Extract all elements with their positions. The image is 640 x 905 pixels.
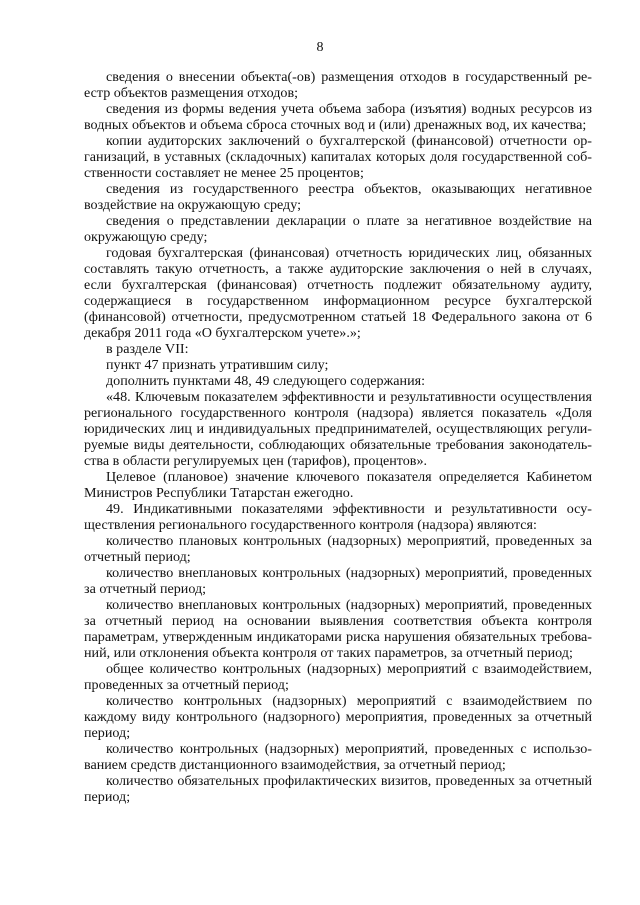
paragraph: «48. Ключевым показателем эффективности и результативности осуществления регионального государственного контроля (надзора) является показатель «Доля юридических лиц и индивидуальных предпринимателей, осуществляющих регулируемые виды деятельности, соблюдающих обязательные требования законодательства в области регулируемых цен (тарифов), процентов». — [84, 389, 592, 469]
paragraph: количество внеплановых контрольных (надзорных) мероприятий, проведенных за отчетный период; — [84, 565, 592, 597]
paragraph: 49. Индикативными показателями эффективности и результативности осуществления регионального государственного контроля (надзора) являются: — [84, 501, 592, 533]
paragraph: общее количество контрольных (надзорных) мероприятий с взаимодействием, проведенных за отчетный период; — [84, 661, 592, 693]
paragraph: дополнить пунктами 48, 49 следующего содержания: — [106, 373, 426, 389]
paragraph: сведения о представлении декларации о плате за негативное воздействие на окружающую среду; — [84, 213, 592, 245]
document-body — [84, 69, 592, 805]
paragraph: сведения из государственного реестра объектов, оказывающих негативное воздействие на окружающую среду; — [84, 181, 592, 213]
paragraph: копии аудиторских заключений о бухгалтерской (финансовой) отчетности организаций, в уставных (складочных) капиталах которых доля государственной собственности составляет не менее 25 процентов; — [84, 133, 592, 181]
paragraph: количество контрольных (надзорных) мероприятий, проведенных с использованием средств дистанционного взаимодействия, за отчетный период; — [84, 741, 592, 773]
paragraph: количество обязательных профилактических визитов, проведенных за отчетный период; — [84, 773, 592, 805]
paragraph: количество плановых контрольных (надзорных) мероприятий, проведенных за отчетный период; — [84, 533, 592, 565]
paragraph: количество контрольных (надзорных) мероприятий с взаимодействием по каждому виду контрольного (надзорного) мероприятия, проведенных за отчетный период; — [84, 693, 592, 741]
paragraph: количество внеплановых контрольных (надзорных) мероприятий, проведенных за отчетный период на основании выявления соответствия объекта контроля параметрам, утвержденным индикаторами риска нарушения обязательных требований, или отклонения объекта контроля от таких параметров, за отчетный период; — [84, 597, 592, 661]
paragraph: Целевое (плановое) значение ключевого показателя определяется Кабинетом Министров Республики Татарстан ежегодно. — [84, 469, 592, 501]
paragraph: сведения из формы ведения учета объема забора (изъятия) водных ресурсов из водных объектов и объема сброса сточных вод и (или) дренажных вод, их качества; — [84, 101, 592, 133]
paragraph: годовая бухгалтерская (финансовая) отчетность юридических лиц, обязанных составлять такую отчетность, а также аудиторские заключения о ней в случаях, если бухгалтерская (финансовая) отчетность подлежит обязательному аудиту, содержащиеся в государственном информационном ресурсе бухгалтерской (финансовой) отчетности, предусмотренном статьей 18 Федерального закона от 6 декабря 2011 года «О бухгалтерском учете».»; — [84, 245, 592, 341]
paragraph: пункт 47 признать утратившим силу; — [106, 357, 329, 373]
page-number: 8 — [316, 40, 324, 55]
paragraph: сведения о внесении объекта(-ов) размещения отходов в государственный реестр объектов размещения отходов; — [84, 69, 592, 101]
section-heading-line: в разделе VII: — [106, 341, 189, 357]
